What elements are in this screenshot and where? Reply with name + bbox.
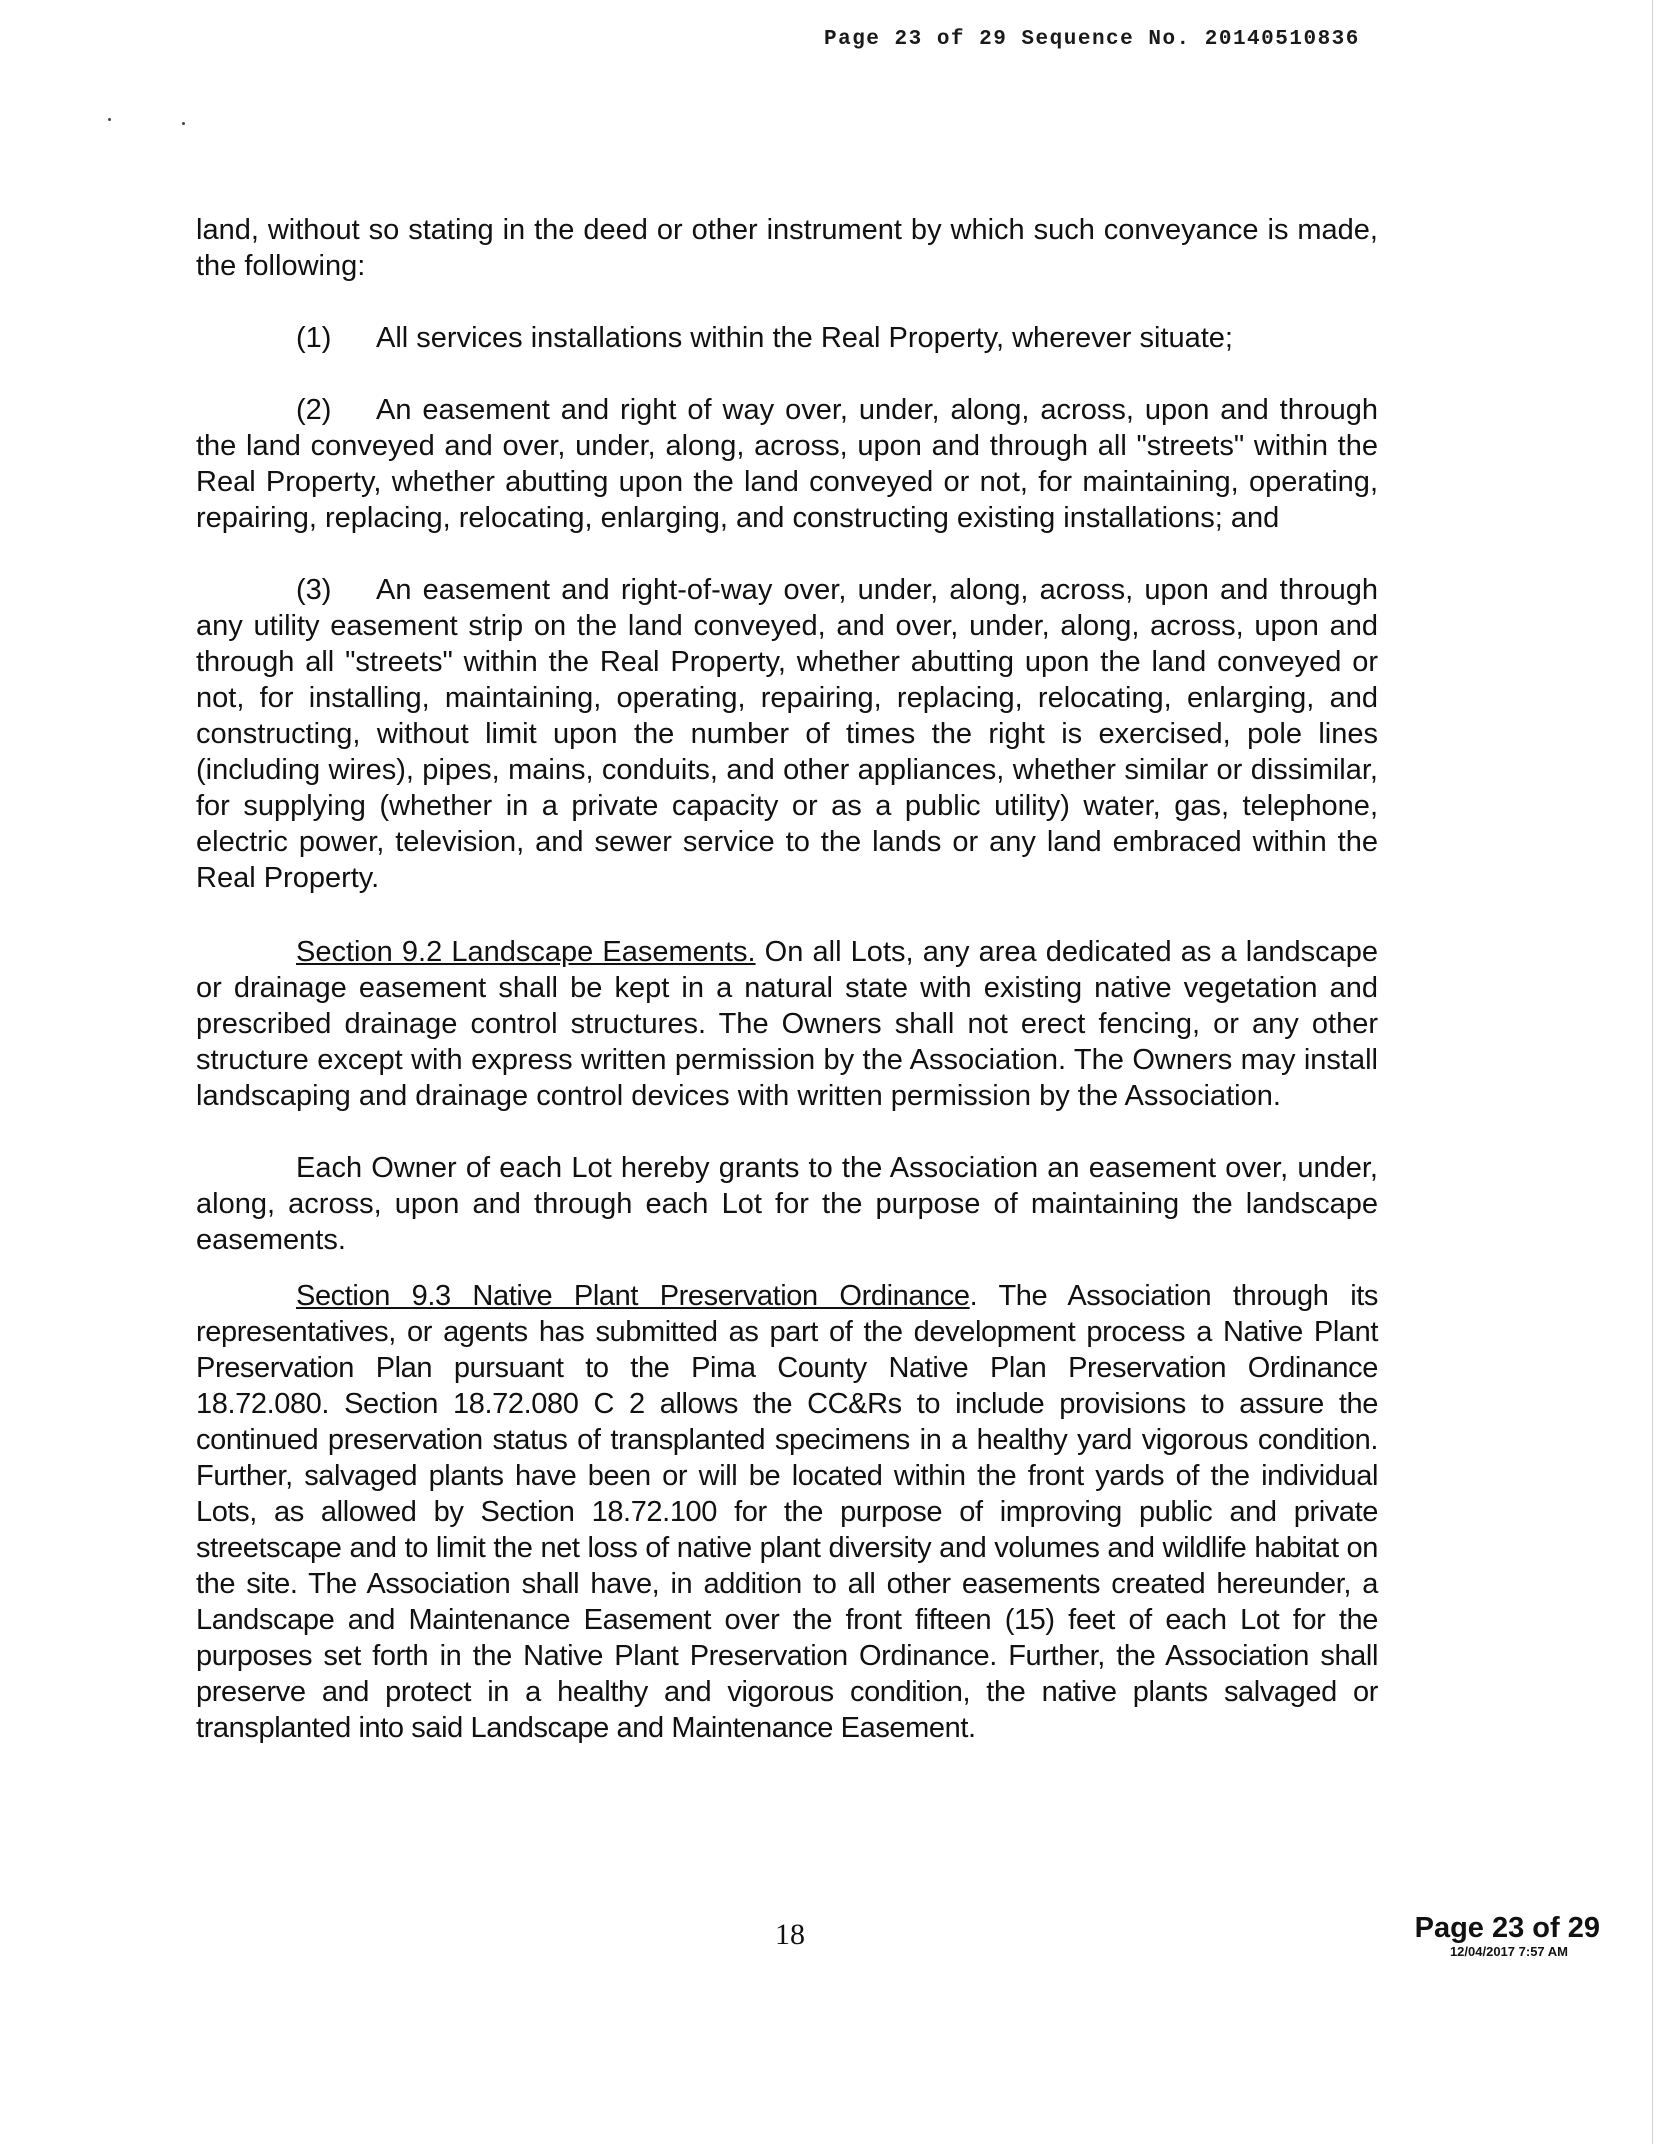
list-item — [196, 320, 1378, 356]
section-9-3-heading: Section 9.3 Native Plant Preservation Ordinance — [296, 1280, 970, 1312]
footer-page-number: 18 — [775, 1918, 805, 1951]
header-sequence-stamp: Page 23 of 29 Sequence No. 20140510836 — [824, 28, 1360, 51]
scan-edge-line — [1652, 0, 1653, 2144]
footer-stamp-page: Page 23 of 29 — [1414, 1912, 1600, 1944]
item-number: (3) — [296, 574, 332, 606]
list-item — [196, 572, 1378, 896]
item-number: (1) — [296, 322, 332, 354]
list-item — [196, 392, 1378, 536]
scan-speck — [182, 122, 185, 125]
document-body — [196, 212, 1378, 1746]
item-text: An easement and right-of-way over, under, along, across, upon and through any utility easement strip on the land conveyed, and over, under, along, across, upon and through all "streets" within the Real Property, whether abutting upon the land conveyed or not, for installing, maintaining, operating, repairing, replacing, relocating, enlarging, and constructing, without limit upon the number of times the right is exercised, pole lines (including wires), pipes, mains, conduits, and other appliances, whether similar or dissimilar, for supplying (whether in a private capacity or as a public utility) water, gas, telephone, electric power, television, and sewer service to the lands or any land embraced within the Real Property. — [196, 574, 1378, 894]
section-9-3-text: . The Association through its representatives, or agents has submitted as part of the development process a Native Plant Preservation Plan pursuant to the Pima County Native Plan Preservation Ordinance 18.72.080. Section 18.72.080 C 2 allows the CC&Rs to include provisions to assure the continued preservation status of transplanted specimens in a healthy yard vigorous condition. Further, salvaged plants have been or will be located within the front yards of the individual Lots, as allowed by Section 18.72.100 for the purpose of improving public and private streetscape and to limit the net loss of native plant diversity and volumes and wildlife habitat on the site. The Association shall have, in addition to all other easements created hereunder, a Landscape and Maintenance Easement over the front fifteen (15) feet of each Lot for the purposes set forth in the Native Plant Preservation Ordinance. Further, the Association shall preserve and protect in a healthy and vigorous condition, the native plants salvaged or transplanted into said Landscape and Maintenance Easement. — [196, 1280, 1378, 1744]
section-9-2-heading: Section 9.2 Landscape Easements. — [296, 936, 756, 968]
item-number: (2) — [296, 394, 332, 426]
intro-paragraph: land, without so stating in the deed or other instrument by which such conveyance is made, the following: — [196, 214, 1378, 282]
section-9-3-paragraph — [196, 1278, 1378, 1746]
scan-speck — [108, 118, 111, 121]
footer-stamp-date: 12/04/2017 7:57 AM — [1449, 1944, 1568, 1959]
section-9-2-paragraph — [196, 934, 1378, 1114]
grant-paragraph: Each Owner of each Lot hereby grants to the Association an easement over, under, along, across, upon and through each Lot for the purpose of maintaining the landscape easements. — [196, 1152, 1378, 1256]
section-9-2-text: On all Lots, any area dedicated as a landscape or drainage easement shall be kept in a natural state with existing native vegetation and prescribed drainage control structures. The Owners shall not erect fencing, or any other structure except with express written permission by the Association. The Owners may install landscaping and drainage control devices with written permission by the Association. — [196, 936, 1378, 1112]
item-text: An easement and right of way over, under, along, across, upon and through the land conveyed and over, under, along, across, upon and through all "streets" within the Real Property, whether abutting upon the land conveyed or not, for maintaining, operating, repairing, replacing, relocating, enlarging, and constructing existing installations; and — [196, 394, 1378, 534]
item-text: All services installations within the Real Property, wherever situate; — [376, 322, 1233, 354]
footer-recording-stamp — [1380, 1912, 1600, 1959]
